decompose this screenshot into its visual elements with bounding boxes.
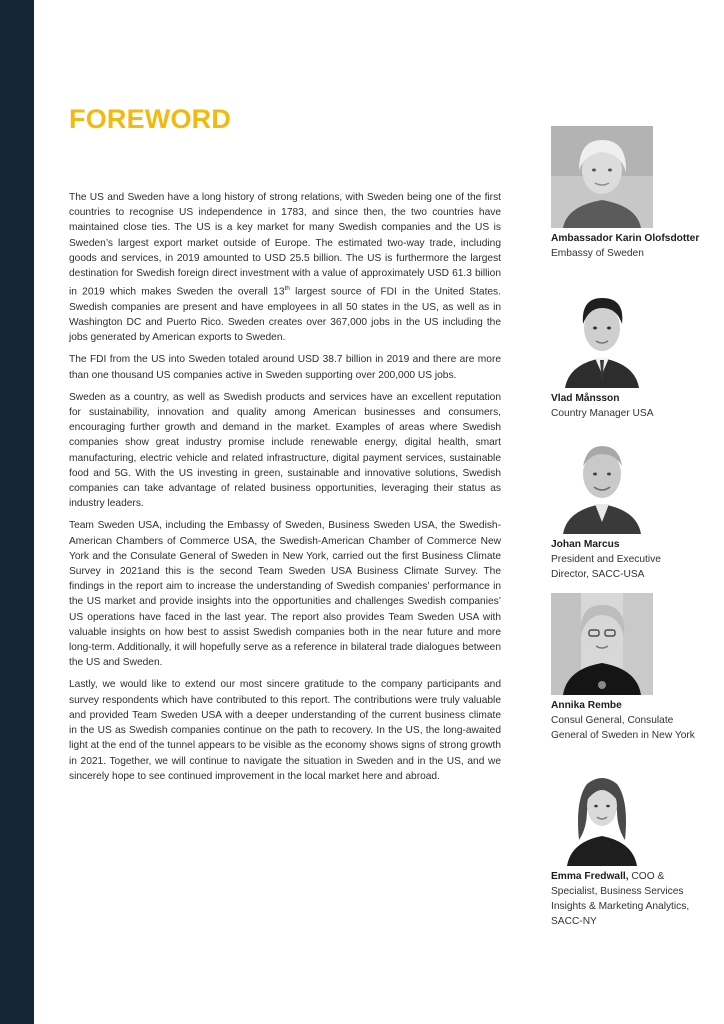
person-card — [551, 126, 701, 261]
sidebar-bar — [0, 0, 34, 1024]
person-card — [551, 288, 701, 421]
paragraph-5: Lastly, we would like to extend our most sincere gratitude to the company participants and survey respondents which have contributed to this report. The contributions were truly valuable and provided Team Sweden USA with a deeper understanding of the current business climate in the US as Swedish companies continue on the path to recovery. In the US, the long-awaited light at the end of the tunnel appears to be visible as the economy shows signs of strong growth in 2021. Together, we will continue to navigate the situation in Sweden and in the US, and we sincerely hope to see continued improvement in the local market here and abroad. — [69, 679, 501, 782]
person-role: Country Manager USA — [551, 408, 654, 419]
person-role: Consul General, Consulate General of Sweden in New York — [551, 715, 695, 741]
foreword-body — [69, 190, 501, 791]
portrait-photo — [551, 288, 653, 388]
person-role: COO & Specialist, Business Services Insights & Marketing Analytics, SACC-NY — [551, 871, 690, 927]
paragraph-1: The US and Sweden have a long history of strong relations, with Sweden being one of the first countries to recognise US independence in 1783, and since then, the two countries have maintained close ties. The US is a key market for many Swedish companies and the US is Sweden’s largest export market outside of Europe. The estimated two-way trade, including goods and services, in 2019 amounted to USD 25.5 billion. The US is furthermore the largest destination for Swedish foreign direct investment with a value of approximately USD 61.3 billion in 2019 which makes Sweden the overall 13th largest source of FDI in the United States. Swedish companies are present and have employees in all 50 states in the US, as well as in Washington DC and Puerto Rico. Sweden creates over 367,000 jobs in the US including the jobs generated by American exports to Sweden. — [69, 192, 501, 344]
portrait-photo — [551, 126, 653, 228]
person-role: Embassy of Sweden — [551, 248, 644, 259]
person-card — [551, 432, 701, 582]
person-name: Emma Fredwall, — [551, 871, 629, 882]
person-name: Vlad Månsson — [551, 393, 620, 404]
person-card — [551, 593, 701, 743]
person-card — [551, 770, 701, 929]
person-caption — [551, 869, 701, 929]
portrait-photo — [551, 770, 653, 866]
page-title: FOREWORD — [69, 104, 232, 134]
paragraph-4: Team Sweden USA, including the Embassy of Sweden, Business Sweden USA, the Swedish-American Chambers of Commerce USA, the Swedish-American Chamber of Commerce New York and the Consulate General of Sweden in New York, carried out the first Business Climate Survey in 2021and this is the second Team Sweden USA Business Climate Survey. The findings in the report aim to increase the understanding of Swedish companies’ performance in the US market and provide insights into the opportunities and challenges Swedish companies’ US operations have faced in the last year. The report also provides Team Sweden USA with valuable insights on how best to assist Swedish companies both in the near future and more long-term. Additionally, it will hopefully serve as a reference in bilateral trade dialogues between the US and Sweden. — [69, 520, 501, 669]
paragraph-3: Sweden as a country, as well as Swedish products and services have an excellent reputation for sustainability, innovation and quality among American businesses and consumers, encouraging further growth and demand in the market. Examples of areas where Swedish companies show great industry promise include renewable energy, digital health, smart manufacturing, electric vehicle and related infrastructure, digital payment services, sustainable food and 5G. With the US investing in green, sustainable and innovative solutions, Swedish companies can take advantage of related business opportunities, leveraging their status as industry leaders. — [69, 391, 501, 510]
person-name: Ambassador Karin Olofsdotter — [551, 233, 700, 244]
portrait-photo — [551, 593, 653, 695]
paragraph-2: The FDI from the US into Sweden totaled around USD 38.7 billion in 2019 and there are more than one thousand US companies active in Sweden supporting over 200,000 US jobs. — [69, 354, 501, 381]
person-role: President and Executive Director, SACC-USA — [551, 554, 661, 580]
portrait-photo — [551, 432, 653, 534]
person-name: Annika Rembe — [551, 700, 622, 711]
person-name: Johan Marcus — [551, 539, 620, 550]
